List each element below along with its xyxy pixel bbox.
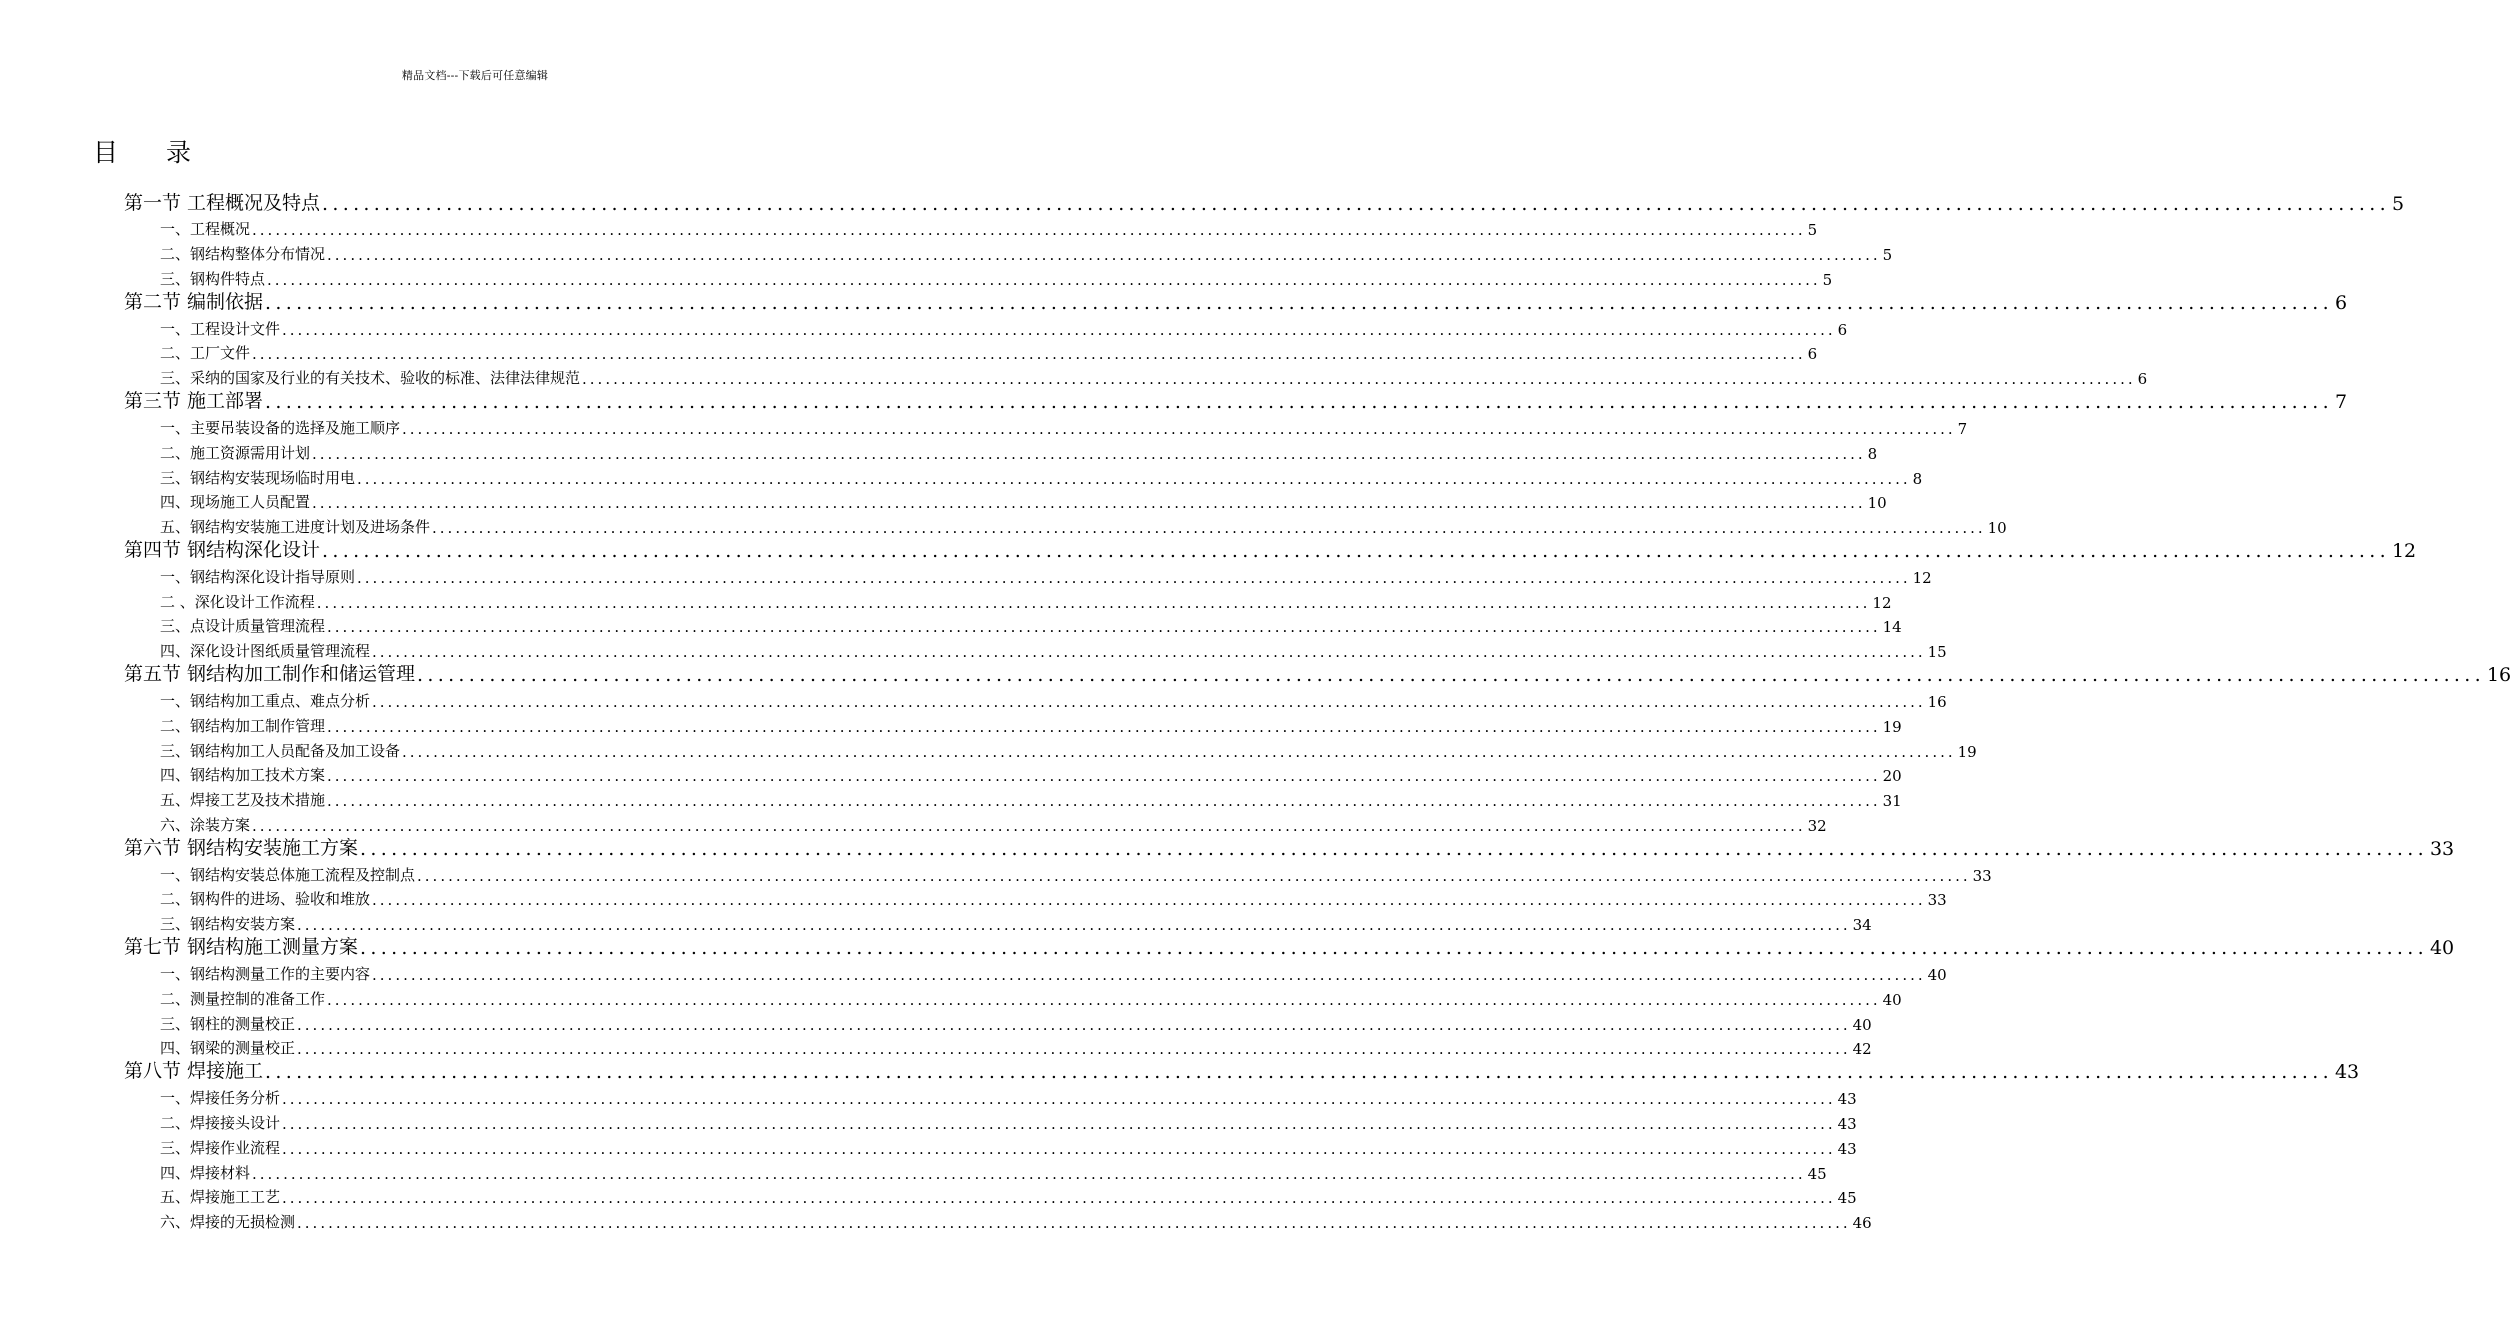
toc-page-number: 20 — [1882, 767, 1902, 786]
toc-page-number: 40 — [1927, 965, 1947, 984]
toc-dot-leader: ........................................................................................................................................................................................................ — [372, 643, 1926, 662]
toc-page-number: 8 — [1867, 444, 1878, 463]
toc-dot-leader: ........................................................................................................................................................................................................ — [252, 345, 1806, 364]
toc-entry-title: 三、钢结构安装现场临时用电 — [160, 468, 356, 487]
toc-page-number: 8 — [1912, 469, 1923, 488]
toc-dot-leader: ........................................................................................................................................................................................................ — [372, 692, 1926, 711]
toc-subsection-entry[interactable] — [124, 512, 2007, 538]
toc-page-number: 40 — [1852, 1015, 1872, 1034]
toc-page-number: 43 — [1837, 1089, 1857, 1108]
toc-entry-title: 二 、深化设计工作流程 — [160, 592, 315, 611]
toc-page-number: 46 — [1852, 1214, 1872, 1233]
toc-entry-title: 三、钢构件特点 — [160, 270, 266, 289]
page-header: 精品文档---下载后可任意编辑 — [401, 69, 549, 82]
toc-subsection-entry[interactable] — [124, 215, 1818, 240]
toc-subsection-entry[interactable] — [124, 785, 1902, 811]
toc-section-entry[interactable] — [124, 388, 2348, 413]
toc-entry-title: 三、焊接作业流程 — [160, 1138, 281, 1157]
toc-page-number: 12 — [1912, 568, 1932, 587]
toc-entry-title: 第八节 焊接施工 — [124, 1059, 264, 1082]
toc-dot-leader: ........................................................................................................................................................................................................ — [252, 221, 1806, 240]
toc-entry-title: 一、工程概况 — [160, 220, 251, 239]
toc-page-number: 15 — [1927, 643, 1947, 662]
toc-page-number: 10 — [1987, 519, 2007, 538]
toc-entry-title: 二、施工资源需用计划 — [160, 443, 311, 462]
toc-dot-leader: ........................................................................................................................................................................................................ — [327, 246, 1881, 265]
toc-entry-title: 一、钢结构安装总体施工流程及控制点 — [160, 865, 416, 884]
toc-page-number: 14 — [1882, 618, 1902, 637]
toc-subsection-entry[interactable] — [124, 587, 1892, 612]
toc-subsection-entry[interactable] — [124, 239, 1893, 265]
toc-dot-leader: ........................................................................................................................................................................................................ — [417, 866, 1971, 885]
toc-subsection-entry[interactable] — [124, 1009, 1872, 1034]
toc-dot-leader: ........................................................................................................................................................................................................ — [327, 618, 1881, 637]
toc-section-entry[interactable] — [124, 537, 2417, 562]
toc-dot-leader: ........................................................................................................................................................................................................ — [322, 192, 2390, 215]
toc-entry-title: 四、焊接材料 — [160, 1163, 251, 1182]
toc-entry-title: 五、焊接工艺及技术措施 — [160, 791, 326, 810]
toc-page-number: 19 — [1882, 717, 1902, 736]
toc-page-number: 5 — [1882, 246, 1893, 265]
toc-page-number: 40 — [1882, 990, 1902, 1009]
toc-page-number: 33 — [1927, 891, 1947, 910]
toc-subsection-entry[interactable] — [124, 686, 1947, 711]
toc-page-number: 5 — [2391, 192, 2405, 215]
toc-section-entry[interactable] — [124, 934, 2455, 959]
toc-page-number: 31 — [1882, 792, 1902, 811]
toc-subsection-entry[interactable] — [124, 1083, 1857, 1108]
toc-page-number: 45 — [1837, 1189, 1857, 1208]
toc-dot-leader: ........................................................................................................................................................................................................ — [297, 1214, 1851, 1233]
toc-page-number: 6 — [1837, 320, 1848, 339]
toc-subsection-entry[interactable] — [124, 488, 1887, 513]
toc-entry-title: 第一节 工程概况及特点 — [124, 191, 321, 214]
toc-subsection-entry[interactable] — [124, 885, 1947, 910]
toc-dot-leader: ........................................................................................................................................................................................................ — [372, 891, 1926, 910]
toc-page-number: 45 — [1807, 1164, 1827, 1183]
toc-entry-title: 五、钢结构安装施工进度计划及进场条件 — [160, 518, 431, 537]
toc-page-number: 34 — [1852, 916, 1872, 935]
toc-section-entry[interactable] — [124, 835, 2455, 860]
toc-dot-leader: ........................................................................................................................................................................................................ — [322, 539, 2390, 562]
toc-dot-leader: ........................................................................................................................................................................................................ — [282, 1089, 1836, 1108]
toc-subsection-entry[interactable] — [124, 1158, 1827, 1183]
toc-entry-title: 第四节 钢结构深化设计 — [124, 538, 321, 561]
toc-subsection-entry[interactable] — [124, 761, 1902, 786]
toc-page-number: 7 — [1957, 419, 1968, 438]
toc-section-entry[interactable] — [124, 190, 2405, 215]
toc-dot-leader: ........................................................................................................................................................................................................ — [312, 444, 1866, 463]
toc-subsection-entry[interactable] — [124, 264, 1833, 290]
toc-entry-title: 第七节 钢结构施工测量方案 — [124, 935, 359, 958]
toc-entry-title: 三、点设计质量管理流程 — [160, 617, 326, 636]
toc-entry-title: 二、钢构件的进场、验收和堆放 — [160, 890, 371, 909]
toc-subsection-entry[interactable] — [124, 314, 1848, 339]
toc-entry-title: 六、涂装方案 — [160, 816, 251, 835]
toc-dot-leader: ........................................................................................................................................................................................................ — [265, 390, 2333, 413]
toc-subsection-entry[interactable] — [124, 711, 1902, 736]
toc-entry-title: 四、深化设计图纸质量管理流程 — [160, 642, 371, 661]
toc-entry-title: 一、钢结构加工重点、难点分析 — [160, 691, 371, 710]
toc-page-number: 40 — [2429, 936, 2455, 959]
toc-dot-leader: ........................................................................................................................................................................................................ — [282, 1139, 1836, 1158]
toc-subsection-entry[interactable] — [124, 363, 2148, 389]
toc-dot-leader: ........................................................................................................................................................................................................ — [312, 494, 1866, 513]
toc-page-number: 6 — [2137, 370, 2148, 389]
toc-subsection-entry[interactable] — [124, 1207, 1872, 1233]
toc-entry-title: 一、焊接任务分析 — [160, 1088, 281, 1107]
toc-dot-leader: ........................................................................................................................................................................................................ — [265, 1060, 2333, 1083]
toc-entry-title: 第五节 钢结构加工制作和储运管理 — [124, 662, 416, 685]
toc-dot-leader: ........................................................................................................................................................................................................ — [297, 1015, 1851, 1034]
toc-dot-leader: ........................................................................................................................................................................................................ — [432, 519, 1986, 538]
toc-subsection-entry[interactable] — [124, 959, 1947, 984]
toc-entry-title: 第二节 编制依据 — [124, 290, 264, 313]
toc-subsection-entry[interactable] — [124, 1183, 1857, 1208]
toc-subsection-entry[interactable] — [124, 909, 1872, 935]
toc-entry-title: 二、钢结构整体分布情况 — [160, 245, 326, 264]
toc-entry-title: 三、钢柱的测量校正 — [160, 1014, 296, 1033]
toc-page-number: 33 — [2429, 837, 2455, 860]
toc-subsection-entry[interactable] — [124, 736, 1977, 761]
toc-entry-title: 一、主要吊装设备的选择及施工顺序 — [160, 418, 401, 437]
toc-entry-title: 三、采纳的国家及行业的有关技术、验收的标准、法律法律规范 — [160, 369, 581, 388]
toc-subsection-entry[interactable] — [124, 1108, 1857, 1133]
toc-dot-leader: ........................................................................................................................................................................................................ — [360, 837, 2428, 860]
toc-page-number: 7 — [2334, 390, 2348, 413]
toc-dot-leader: ........................................................................................................................................................................................................ — [282, 320, 1836, 339]
toc-entry-title: 第六节 钢结构安装施工方案 — [124, 836, 359, 859]
toc-dot-leader: ........................................................................................................................................................................................................ — [402, 419, 1956, 438]
toc-entry-title: 第三节 施工部署 — [124, 389, 264, 412]
toc-subsection-entry[interactable] — [124, 860, 1992, 885]
toc-entry-title: 三、钢结构安装方案 — [160, 915, 296, 934]
toc-dot-leader: ........................................................................................................................................................................................................ — [417, 663, 2485, 686]
toc-dot-leader: ........................................................................................................................................................................................................ — [252, 1164, 1806, 1183]
toc-dot-leader: ........................................................................................................................................................................................................ — [316, 593, 1871, 612]
toc-page-number: 19 — [1957, 742, 1977, 761]
toc-subsection-entry[interactable] — [124, 612, 1902, 637]
toc-page-number: 12 — [2391, 539, 2417, 562]
toc-dot-leader: ........................................................................................................................................................................................................ — [267, 271, 1821, 290]
toc-section-entry[interactable] — [124, 661, 2511, 686]
toc-page-number: 5 — [1822, 271, 1833, 290]
toc-subsection-entry[interactable] — [124, 463, 1923, 488]
toc-subsection-entry[interactable] — [124, 562, 1932, 587]
toc-subsection-entry[interactable] — [124, 984, 1902, 1009]
toc-subsection-entry[interactable] — [124, 438, 1878, 463]
toc-page-number: 43 — [1837, 1114, 1857, 1133]
toc-entry-title: 二、工厂文件 — [160, 344, 251, 363]
toc-page-number: 12 — [1872, 593, 1892, 612]
toc-page-number: 42 — [1852, 1040, 1872, 1059]
toc-entry-title: 三、钢结构加工人员配备及加工设备 — [160, 741, 401, 760]
toc-dot-leader: ........................................................................................................................................................................................................ — [297, 916, 1851, 935]
toc-dot-leader: ........................................................................................................................................................................................................ — [357, 469, 1911, 488]
toc-entry-title: 一、钢结构测量工作的主要内容 — [160, 964, 371, 983]
toc-subsection-entry[interactable] — [124, 1034, 1872, 1059]
toc-entry-title: 四、钢结构加工技术方案 — [160, 766, 326, 785]
toc-entry-title: 一、工程设计文件 — [160, 319, 281, 338]
toc-page-number: 16 — [1927, 692, 1947, 711]
toc-dot-leader: ........................................................................................................................................................................................................ — [357, 568, 1911, 587]
toc-dot-leader: ........................................................................................................................................................................................................ — [282, 1189, 1836, 1208]
toc-dot-leader: ........................................................................................................................................................................................................ — [252, 817, 1806, 836]
toc-entry-title: 五、焊接施工工艺 — [160, 1188, 281, 1207]
toc-dot-leader: ........................................................................................................................................................................................................ — [582, 370, 2136, 389]
toc-section-entry[interactable] — [124, 289, 2348, 314]
toc-entry-title: 四、现场施工人员配置 — [160, 493, 311, 512]
toc-page-number: 43 — [2334, 1060, 2360, 1083]
toc-dot-leader: ........................................................................................................................................................................................................ — [402, 742, 1956, 761]
toc-subsection-entry[interactable] — [124, 1133, 1857, 1158]
toc-page-number: 6 — [2334, 291, 2348, 314]
toc-page-number: 16 — [2486, 663, 2511, 686]
toc-section-entry[interactable] — [124, 1058, 2360, 1083]
toc-subsection-entry[interactable] — [124, 636, 1947, 662]
toc-dot-leader: ........................................................................................................................................................................................................ — [282, 1114, 1836, 1133]
toc-entry-title: 二、测量控制的准备工作 — [160, 989, 326, 1008]
toc-page-number: 6 — [1807, 345, 1818, 364]
toc-dot-leader: ........................................................................................................................................................................................................ — [327, 990, 1881, 1009]
toc-entry-title: 二、焊接接头设计 — [160, 1113, 281, 1132]
toc-dot-leader: ........................................................................................................................................................................................................ — [297, 1040, 1851, 1059]
toc-subsection-entry[interactable] — [124, 810, 1827, 836]
toc-entry-title: 二、钢结构加工制作管理 — [160, 716, 326, 735]
toc-page-number: 32 — [1807, 817, 1827, 836]
toc-page-number: 5 — [1807, 221, 1818, 240]
toc-dot-leader: ........................................................................................................................................................................................................ — [327, 717, 1881, 736]
toc-dot-leader: ........................................................................................................................................................................................................ — [372, 965, 1926, 984]
page-title: 目 录 — [93, 138, 211, 167]
toc-entry-title: 四、钢梁的测量校正 — [160, 1039, 296, 1058]
toc-dot-leader: ........................................................................................................................................................................................................ — [360, 936, 2428, 959]
toc-subsection-entry[interactable] — [124, 339, 1818, 364]
toc-dot-leader: ........................................................................................................................................................................................................ — [327, 792, 1881, 811]
table-of-contents — [124, 190, 2511, 1233]
toc-dot-leader: ........................................................................................................................................................................................................ — [327, 767, 1881, 786]
toc-entry-title: 一、钢结构深化设计指导原则 — [160, 567, 356, 586]
toc-dot-leader: ........................................................................................................................................................................................................ — [265, 291, 2333, 314]
toc-entry-title: 六、焊接的无损检测 — [160, 1213, 296, 1232]
toc-page-number: 10 — [1867, 494, 1887, 513]
toc-subsection-entry[interactable] — [124, 413, 1968, 438]
toc-page-number: 33 — [1972, 866, 1992, 885]
toc-page-number: 43 — [1837, 1139, 1857, 1158]
